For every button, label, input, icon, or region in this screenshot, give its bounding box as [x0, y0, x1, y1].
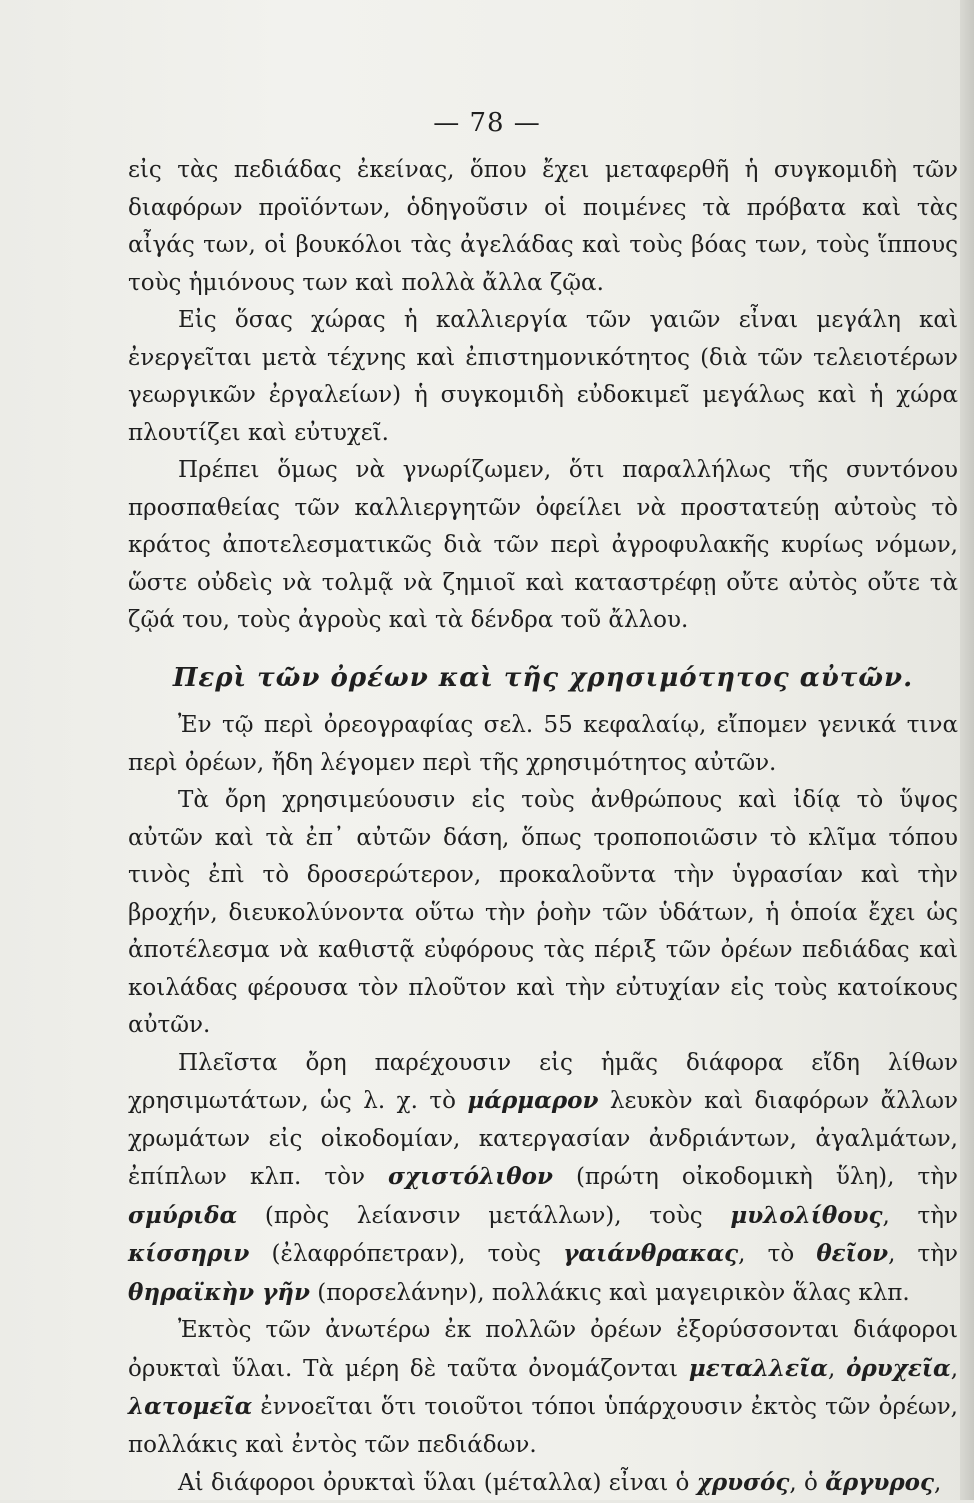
- text-segment: (πρὸς λείανσιν μετάλλων), τοὺς: [237, 1202, 731, 1229]
- paragraph-3: Πρέπει ὅμως νὰ γνωρίζωμεν, ὅτι παραλλήλως τῆς συντόνου προσπαθείας τῶν καλλιεργητῶν ὀφείλει νὰ προστατεύῃ αὐτοὺς τὸ κράτος ἀποτελεσματικῶς διὰ τῶν περὶ ἀγροφυλακῆς κυρίως νόμων, ὥστε οὐδεὶς νὰ τολμᾷ νὰ ζημιοῖ καὶ καταστρέφῃ οὔτε αὐτὸς οὔτε τὰ ζῷά του, τοὺς ἀγροὺς καὶ τὰ δένδρα τοῦ ἄλλου.: [128, 457, 958, 633]
- text-segment: Αἱ διάφοροι ὀρυκταὶ ὕλαι (μέταλλα) εἶναι ὁ: [178, 1470, 697, 1496]
- paragraph-2: Εἰς ὅσας χώρας ἡ καλλιεργία τῶν γαιῶν εἶναι μεγάλη καὶ ἐνεργεῖται μετὰ τέχνης καὶ ἐπιστημονικότητος (διὰ τῶν τελειοτέρων γεωργικῶν ἐργαλείων) ἡ συγκομιδὴ εὐδοκιμεῖ μεγάλως καὶ ἡ χώρα πλουτίζει καὶ εὐτυχεῖ.: [128, 307, 958, 446]
- text-segment: , τὴν: [882, 1202, 958, 1229]
- text-segment: (πορσελάνην), πολλάκις καὶ μαγειρικὸν ἅλας κλπ.: [309, 1279, 910, 1306]
- emphasized-term: θηραϊκὴν γῆν: [128, 1278, 310, 1306]
- emphasized-term: θεῖον: [816, 1240, 889, 1267]
- page-number: — 78 —: [433, 108, 541, 138]
- text-segment: ἐννοεῖται ὅτι τοιοῦτοι τόποι ὑπάρχουσιν ἐκτὸς τῶν ὀρέων, πολλάκις καὶ ἐντὸς τῶν πεδιάδων.: [128, 1394, 958, 1458]
- emphasized-term: χρυσός: [696, 1469, 790, 1496]
- paragraph-1: εἰς τὰς πεδιάδας ἐκείνας, ὅπου ἔχει μεταφερθῆ ἡ συγκομιδὴ τῶν διαφόρων προϊόντων, ὁδηγοῦσιν οἱ ποιμένες τὰ πρόβατα καὶ τὰς αἶγάς των, οἱ βουκόλοι τὰς ἀγελάδας καὶ τοὺς βόας των, τοὺς ἵππους τοὺς ἡμιόνους των καὶ πολλὰ ἄλλα ζῷα.: [128, 157, 958, 296]
- text-segment: , τὸ: [738, 1241, 817, 1267]
- emphasized-term: μυλολίθους: [730, 1201, 883, 1229]
- emphasized-term: σμύριδα: [128, 1201, 238, 1229]
- paragraph-5: Τὰ ὄρη χρησιμεύουσιν εἰς τοὺς ἀνθρώπους καὶ ἰδίᾳ τὸ ὕψος αὐτῶν καὶ τὰ ἐπ᾽ αὐτῶν δάση, ὅπως τροποποιῶσιν τὸ κλῖμα τόπου τινὸς ἐπὶ τὸ δροσερώτερον, προκαλοῦντα τὴν ὑγρασίαν καὶ τὴν βροχήν, διευκολύνοντα οὕτω τὴν ῥοὴν τῶν ὑδάτων, ἡ ὁποία ἔχει ὡς ἀποτέλεσμα νὰ καθιστᾷ εὐφόρους τὰς πέριξ τῶν ὀρέων πεδιάδας καὶ κοιλάδας φέρουσα τὸν πλοῦτον καὶ τὴν εὐτυχίαν εἰς τοὺς κατοίκους αὐτῶν.: [128, 787, 958, 1038]
- paragraph-4: Ἐν τῷ περὶ ὀρεογραφίας σελ. 55 κεφαλαίῳ, εἴπομεν γενικά τινα περὶ ὀρέων, ἤδη λέγομεν περὶ τῆς χρησιμότητος αὐτῶν.: [128, 712, 958, 776]
- text-segment: ,: [827, 1355, 847, 1382]
- text-segment: Πλεῖστα ὄρη παρέχουσιν εἰς ἡμᾶς διάφορα εἴδη λίθων χρησιμωτάτων, ὡς λ. χ. τὸ: [128, 1049, 958, 1114]
- emphasized-term: λατομεῖα: [128, 1393, 253, 1420]
- text-segment: ,: [950, 1355, 959, 1382]
- text-segment: , τὴν: [888, 1241, 959, 1267]
- page-edge: [960, 0, 974, 1500]
- text-segment: ,: [933, 1470, 942, 1496]
- paragraph-7: [128, 1312, 958, 1464]
- page-body: [128, 152, 958, 1503]
- paragraph-8: [128, 1464, 958, 1503]
- text-segment: λευκὸν καὶ διαφόρων ἄλλων χρωμάτων εἰς οἰκοδομίαν, κατεργασίαν ἀνδριάντων, ἀγαλμάτων, ἐπίπλων κλπ. τὸν: [128, 1088, 958, 1190]
- emphasized-term: ὀρυχεῖα: [846, 1354, 951, 1382]
- text-segment: (ἐλαφρόπετραν), τοὺς: [249, 1241, 564, 1267]
- paragraph-6: [128, 1045, 958, 1313]
- emphasized-term: γαιάνθρακας: [563, 1240, 739, 1267]
- emphasized-term: κίσσηριν: [128, 1240, 250, 1267]
- text-segment: , ὁ: [789, 1470, 826, 1496]
- emphasized-term: σχιστόλιθον: [388, 1163, 553, 1190]
- emphasized-term: μάρμαρον: [467, 1087, 599, 1114]
- emphasized-term: ἄργυρος: [825, 1469, 934, 1496]
- text-segment: (πρώτη οἰκοδομικὴ ὕλη), τὴν: [552, 1164, 959, 1190]
- emphasized-term: μεταλλεῖα: [688, 1354, 828, 1382]
- text-segment: Ἐκτὸς τῶν ἀνωτέρω ἐκ πολλῶν ὀρέων ἐξορύσσονται διάφοροι ὀρυκταὶ ὕλαι. Τὰ μέρη δὲ ταῦτα ὀνομάζονται: [128, 1317, 958, 1382]
- section-heading: Περὶ τῶν ὀρέων καὶ τῆς χρησιμότητος αὐτῶν.: [172, 662, 914, 693]
